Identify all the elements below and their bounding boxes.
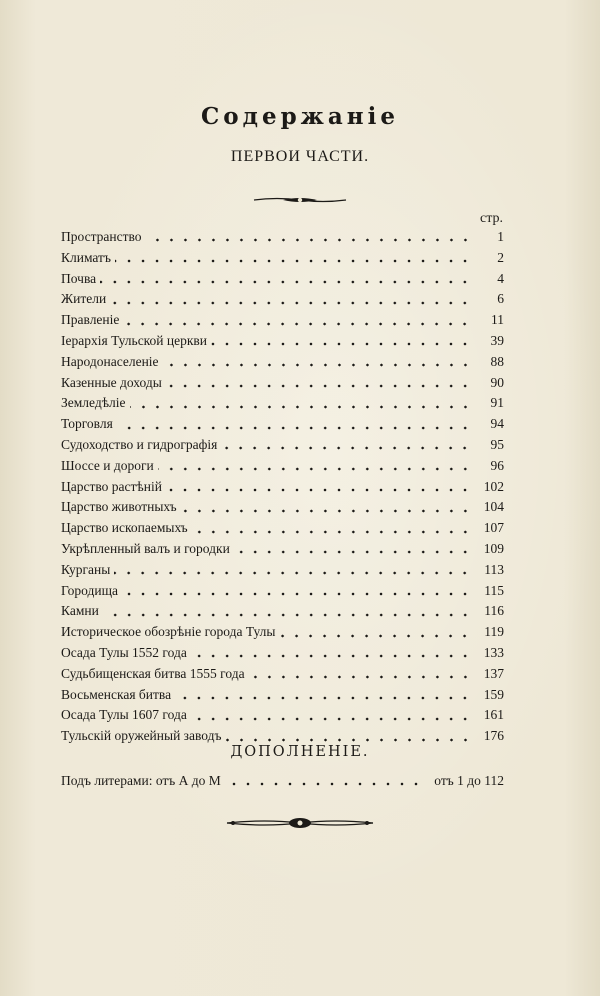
- dot-leader: [163, 363, 472, 367]
- toc-entry-label: Правленіе: [61, 312, 120, 328]
- supplement-range: отъ 1 до 112: [434, 773, 504, 788]
- table-of-contents: [61, 227, 504, 747]
- toc-entry: [61, 518, 504, 539]
- dot-leader: [181, 509, 472, 513]
- toc-entry-label: Почва: [61, 270, 97, 286]
- toc-entry-label: Казенные доходы: [61, 374, 162, 390]
- dot-leader: [227, 782, 427, 786]
- toc-entry-page: 39: [490, 332, 504, 348]
- toc-entry: [61, 622, 504, 643]
- dot-leader: [221, 446, 472, 450]
- supplement-label: Подъ литерами: отъ А до М: [61, 773, 221, 788]
- dot-leader: [192, 530, 472, 534]
- toc-entry: [61, 643, 504, 664]
- toc-entry: [61, 352, 504, 373]
- toc-entry-label: Курганы: [61, 561, 111, 577]
- dot-leader: [103, 613, 472, 617]
- toc-entry: [61, 664, 504, 685]
- dot-leader: [114, 571, 472, 575]
- dot-leader: [211, 342, 472, 346]
- toc-entry-label: Судоходство и гидрографія: [61, 436, 218, 452]
- toc-entry: [61, 373, 504, 394]
- dot-leader: [191, 717, 472, 721]
- toc-entry-page: 161: [483, 707, 504, 723]
- toc-entry-page: 2: [497, 249, 504, 265]
- toc-entry-page: 102: [483, 478, 504, 494]
- toc-entry-page: 109: [483, 540, 504, 556]
- dot-leader: [279, 634, 472, 638]
- toc-entry-label: Климатъ: [61, 249, 111, 265]
- toc-entry-label: Камни: [61, 603, 99, 619]
- dot-leader: [191, 654, 472, 658]
- dot-leader: [100, 280, 472, 284]
- toc-entry-page: 6: [497, 291, 504, 307]
- toc-entry-page: 159: [483, 686, 504, 702]
- toc-entry-page: 94: [490, 416, 504, 432]
- supplement-title: ДОПОЛНЕНІЕ.: [230, 744, 370, 760]
- toc-entry-page: 113: [484, 561, 504, 577]
- toc-entry-label: Земледѣліе: [61, 395, 126, 411]
- toc-entry-page: 96: [490, 457, 504, 473]
- toc-entry-label: Царство животныхъ: [61, 499, 177, 515]
- dot-leader: [110, 301, 472, 305]
- toc-entry-page: 91: [490, 395, 504, 411]
- toc-entry-label: Пространство: [61, 229, 142, 244]
- dot-leader: [123, 322, 472, 326]
- bottom-ornament: [0, 815, 600, 834]
- supplement-row: [61, 771, 504, 791]
- toc-entry-page: 115: [484, 582, 504, 598]
- dot-leader: [175, 696, 472, 700]
- toc-entry-page: 11: [491, 312, 504, 328]
- toc-entry: [61, 497, 504, 518]
- toc-entry-label: Царство растѣній: [61, 478, 162, 494]
- toc-entry-label: Восьменская битва: [61, 686, 172, 702]
- dot-leader: [226, 738, 473, 742]
- page-column-header: стр.: [480, 211, 504, 226]
- toc-entry-label: Осада Тулы 1552 года: [61, 644, 187, 660]
- dot-leader: [117, 426, 472, 430]
- dot-leader: [166, 384, 472, 388]
- toc-entry: [61, 310, 504, 331]
- toc-entry-page: 116: [484, 603, 504, 619]
- toc-entry-label: Укрѣпленный валъ и городки: [61, 540, 230, 556]
- toc-entry: [61, 414, 504, 435]
- toc-entry-label: Жители: [61, 291, 107, 307]
- toc-entry: [61, 289, 504, 310]
- toc-entry-page: 88: [490, 353, 504, 369]
- toc-entry: [61, 435, 504, 456]
- toc-entry-page: 4: [497, 270, 504, 286]
- dot-leader: [146, 238, 472, 242]
- toc-entry-label: Народонаселеніе: [61, 353, 159, 369]
- toc-entry-page: 1: [497, 229, 504, 244]
- toc-entry: [61, 581, 504, 602]
- toc-entry: [61, 227, 504, 248]
- dot-leader: [158, 467, 472, 471]
- toc-entry-label: Іерархія Тульской церкви: [61, 332, 208, 348]
- dot-leader: [249, 675, 472, 679]
- dot-leader: [122, 592, 472, 596]
- toc-entry: [61, 601, 504, 622]
- toc-entry-page: 104: [483, 499, 504, 515]
- dot-leader: [166, 488, 472, 492]
- toc-entry-page: 90: [490, 374, 504, 390]
- dot-leader: [130, 405, 472, 409]
- toc-entry: [61, 248, 504, 269]
- toc-entry: [61, 560, 504, 581]
- toc-entry: [61, 331, 504, 352]
- toc-entry-page: 137: [483, 665, 504, 681]
- toc-entry: [61, 705, 504, 726]
- toc-entry-page: 95: [490, 436, 504, 452]
- toc-entry-page: 176: [483, 728, 504, 744]
- dot-leader: [234, 550, 472, 554]
- toc-entry-label: Судьбищенская битва 1555 года: [61, 665, 245, 681]
- toc-entry-label: Царство ископаемыхъ: [61, 520, 188, 536]
- toc-entry-label: Осада Тулы 1607 года: [61, 707, 187, 723]
- toc-entry-page: 133: [483, 644, 504, 660]
- toc-entry-label: Городища: [61, 582, 118, 598]
- toc-entry: [61, 269, 504, 290]
- page-subtitle: ПЕРВОИ ЧАСТИ.: [230, 148, 370, 165]
- toc-entry: [61, 477, 504, 498]
- top-ornament: [0, 190, 600, 209]
- toc-entry: [61, 393, 504, 414]
- page-title: Содержаніе: [200, 103, 400, 130]
- toc-entry: [61, 456, 504, 477]
- toc-entry-label: Историческое обозрѣніе города Тулы: [61, 624, 276, 640]
- toc-entry-page: 119: [484, 624, 504, 640]
- toc-entry-label: Тульскій оружейный заводъ: [61, 728, 222, 744]
- dot-leader: [115, 259, 472, 263]
- toc-entry: [61, 539, 504, 560]
- toc-entry: [61, 685, 504, 706]
- toc-entry-page: 107: [483, 520, 504, 536]
- toc-entry-label: Шоссе и дороги: [61, 457, 154, 473]
- toc-entry-label: Торговля: [61, 416, 113, 432]
